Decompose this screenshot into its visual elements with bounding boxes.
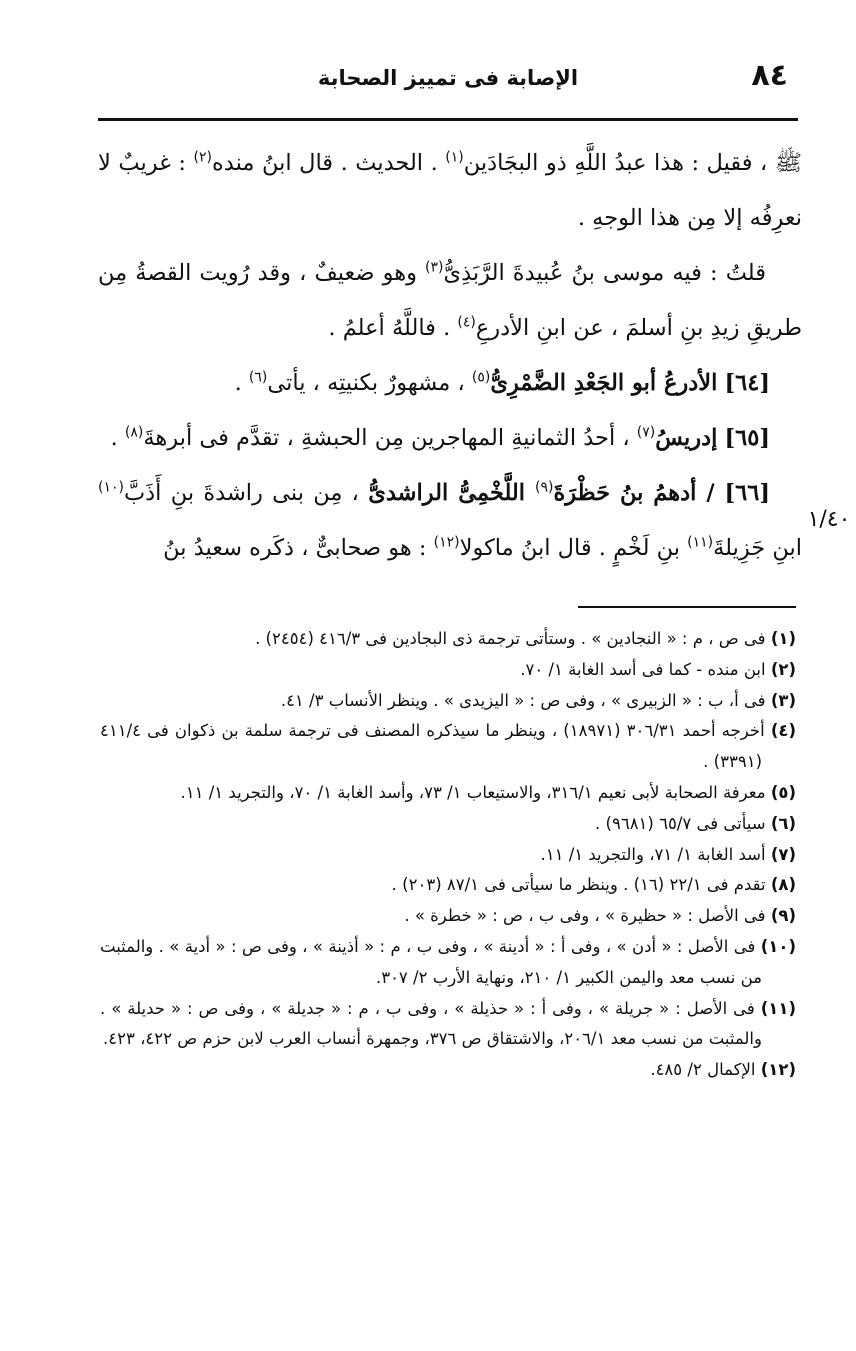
footnote [100, 624, 796, 655]
footnote-text: فى الأصل : « حظيرة » ، وفى ب ، ص : « خطرة » . [404, 906, 766, 926]
footnote-ref[interactable]: (١١) [687, 534, 714, 551]
margin-manuscript-note: ١/٤٠ [807, 507, 851, 532]
paragraph-comment [98, 246, 802, 356]
footnote-number: (١١) [760, 998, 796, 1018]
footnote-number: (٤) [770, 721, 796, 741]
folio-slash: / [696, 480, 725, 506]
footnote-text: فى أ، ب : « الزبيرى » ، وفى ص : « اليزيدى » . وينظر الأنساب ٣/ ٤١. [280, 690, 766, 710]
text-run: ابنِ جَزِيلةَ [713, 535, 802, 561]
footnote-text: فى الأصل : « أدن » ، وفى أ : « أدينة » ، وفى ب ، م : « أذينة » ، وفى ص : « أدية » . والمثبت من نسب معد واليمن الكبير ١/ ٢١٠، ونهاية الأرب ٢/ ٣٠٧. [100, 936, 762, 987]
entry-64 [98, 356, 802, 411]
entry-name: إدريسُ [655, 425, 718, 451]
footnote [100, 901, 796, 932]
running-header [100, 58, 796, 102]
main-text [98, 136, 802, 576]
footnote-ref[interactable]: (٥) [471, 369, 491, 386]
footnote-ref[interactable]: (٩) [534, 479, 554, 496]
entry-66 [98, 466, 802, 576]
footnote-number: (١٠) [760, 936, 796, 956]
entry-name: الأدرعُ أبو الجَعْدِ الضَّمْرِىُّ [490, 370, 718, 396]
footnote-ref[interactable]: (٦) [248, 369, 268, 386]
text-run: . الحديث . قال ابنُ منده [211, 150, 446, 176]
footnote-ref[interactable]: (١٢) [433, 534, 460, 551]
footnote-text: أسد الغابة ١/ ٧١، والتجريد ١/ ١١. [540, 844, 766, 864]
footnotes [100, 624, 796, 1086]
footnote [100, 1055, 796, 1086]
text-run: ، مشهورٌ بكنيتِه ، يأتى [267, 370, 472, 396]
footnote [100, 778, 796, 809]
text-run: . فاللَّهُ أعلمُ . [328, 315, 458, 341]
footnote-number: (١٢) [760, 1060, 796, 1080]
footnote-text: أخرجه أحمد ٣٠٦/٣١ (١٨٩٧١) ، وينظر ما سيذكره المصنف فى ترجمة سلمة بن ذكوان فى ٤١١/٤ (٣٣٩١) . [100, 721, 765, 772]
footnote-number: (٥) [770, 782, 796, 802]
entry-65 [98, 411, 802, 466]
footnote-text: فى الأصل : « جريلة » ، وفى أ : « حذيلة » ، وفى ب ، م : « جديلة » ، وفى ص : « حديلة » . والمثبت من نسب معد ٢٠٦/١، والاشتقاق ص ٣٧٦، وجمهرة أنساب العرب لابن حزم ص ٤٢٢، ٤٢٣. [100, 998, 762, 1049]
text-run: . [234, 370, 249, 396]
page-number: ٨٤ [751, 58, 788, 93]
footnote-number: (١) [770, 629, 796, 648]
footnote [100, 686, 796, 717]
entry-name: أدهمُ بنُ حَظْرَةَ [553, 480, 697, 506]
header-rule [98, 118, 798, 121]
text-run: : هو صحابىٌّ ، ذكَره سعيدُ بنُ [163, 535, 434, 561]
footnote-text: الإكمال ٢/ ٤٨٥. [650, 1060, 756, 1080]
entry-number: [٦٤] [724, 370, 770, 396]
footnote-ref[interactable]: (٨) [124, 424, 144, 441]
text-run: ﷺ ، فقيل : هذا عبدُ اللَّهِ ذو البجَادَين [463, 150, 802, 176]
footnote-ref[interactable]: (١٠) [98, 479, 124, 496]
text-run: بنِ لَخْمٍ . قال ابنُ ماكولا [459, 535, 688, 561]
entry-number: [٦٦] [724, 480, 770, 506]
text-run: ، مِن بنى راشدةَ بنِ أَذَبَّ [123, 480, 369, 506]
footnote-text: فى ص ، م : « النجادين » . وستأتى ترجمة ذى البجادين فى ٤١٦/٣ (٢٤٥٤) . [255, 629, 766, 648]
footnote-text: سيأتى فى ٦٥/٧ (٩٦٨١) . [595, 813, 766, 833]
footnote-number: (٢) [770, 659, 796, 679]
footnote-ref[interactable]: (٧) [636, 424, 656, 441]
text-run: . [110, 425, 125, 451]
footnote [100, 994, 796, 1056]
footnote-ref[interactable]: (٢) [193, 149, 212, 166]
footnote-number: (٨) [770, 875, 796, 895]
footnote [100, 716, 796, 778]
text-run: قلتُ : فيه موسى بنُ عُبيدةَ الرَّبَذِىُّ [443, 260, 766, 286]
text-run: : غريبٌ لا نعرِفُه إلا مِن هذا الوجهِ . [98, 150, 802, 231]
footnote [100, 870, 796, 901]
text-run: وهو ضعيفٌ ، وقد رُويت القصةُ مِن طريقِ زيدِ بنِ أسلمَ ، عن ابنِ الأدرعِ [98, 260, 802, 341]
footnote-number: (٦) [770, 813, 796, 833]
paragraph-hadith [98, 136, 802, 246]
footnote-separator [578, 606, 796, 608]
footnote-number: (٣) [770, 690, 796, 710]
footnote-number: (٧) [770, 844, 796, 864]
entry-number: [٦٥] [724, 425, 770, 451]
footnote-ref[interactable]: (٣) [425, 259, 444, 276]
footnote-number: (٩) [770, 906, 796, 926]
footnote [100, 809, 796, 840]
footnote-text: معرفة الصحابة لأبى نعيم ٣١٦/١، والاستيعاب ١/ ٧٣، وأسد الغابة ١/ ٧٠، والتجريد ١/ ١١. [180, 782, 766, 802]
text-run: ، أحدُ الثمانيةِ المهاجرين مِن الحبشةِ ، تقدَّم فى أبرهةَ [143, 425, 637, 451]
running-title: الإصابة فى تمييز الصحابة [317, 66, 579, 90]
footnote-ref[interactable]: (١) [445, 149, 464, 166]
footnote-text: تقدم فى ٢٢/١ (١٦) . وينظر ما سيأتى فى ٨٧/١ (٢٠٣) . [391, 875, 766, 895]
footnote [100, 655, 796, 686]
entry-nisba: اللَّخْمِىُّ الراشدىُّ [368, 480, 535, 506]
footnote [100, 932, 796, 994]
footnote [100, 840, 796, 871]
footnote-ref[interactable]: (٤) [457, 314, 476, 331]
footnote-text: ابن منده - كما فى أسد الغابة ١/ ٧٠. [520, 659, 766, 679]
